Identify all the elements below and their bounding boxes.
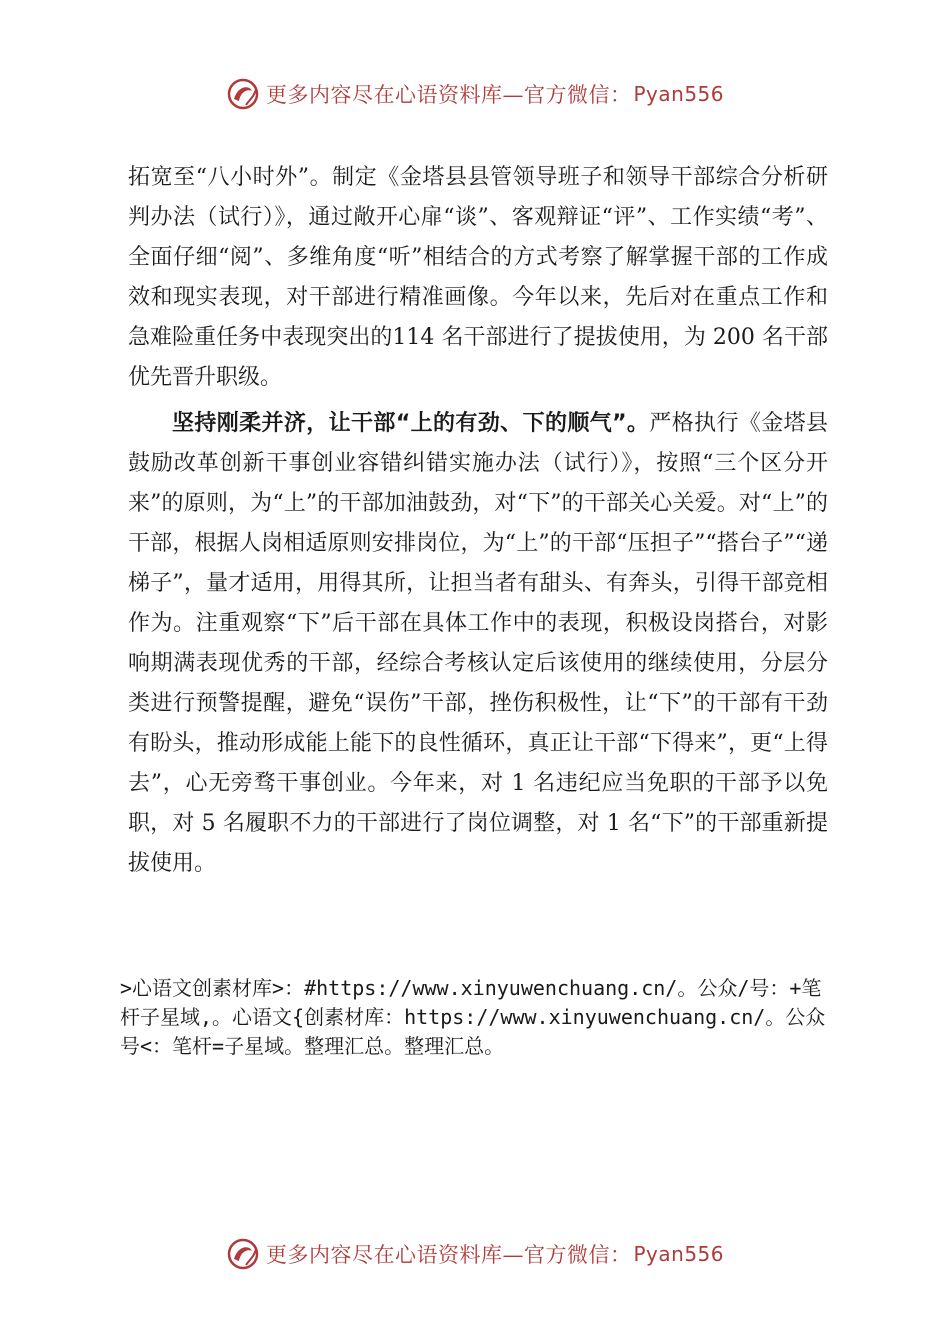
document-body [128, 158, 828, 884]
watermark-handle: Pyan556 [633, 1242, 724, 1266]
paragraph-2-body: 严格执行《金塔县鼓励改革创新干事创业容错纠错实施办法（试行）》，按照“三个区分开来”的原则，为“上”的干部加油鼓劲，对“下”的干部关心关爱。对“上”的干部，根据人岗相适原则安排岗位，为“上”的干部“压担子”“搭台子”“递梯子”，量才适用，用得其所，让担当者有甜头、有奔头，引得干部竞相作为。注重观察“下”后干部在具体工作中的表现，积极设岗搭台，对影响期满表现优秀的干部，经综合考核认定后该使用的继续使用，分层分类进行预警提醒，避免“误伤”干部，挫伤积极性，让“下”的干部有干劲有盼头，推动形成能上能下的良性循环，真正让干部“下得来”，更“上得去”，心无旁骛干事创业。今年来，对 1 名违纪应当免职的干部予以免职，对 5 名履职不力的干部进行了岗位调整，对 1 名“下”的干部重新提拔使用。 [128, 411, 828, 876]
header-watermark [0, 70, 950, 118]
paragraph-2 [128, 404, 828, 884]
footer-watermark [0, 1230, 950, 1278]
paragraph-2-lead: 坚持刚柔并济，让干部“上的有劲、下的顺气”。 [172, 411, 650, 436]
watermark-handle: Pyan556 [633, 82, 724, 106]
watermark-text: 更多内容尽在心语资料库—官方微信： [265, 83, 632, 107]
swirl-logo-icon [226, 77, 260, 111]
source-notice: >心语文创素材库>：#https://www.xinyuwenchuang.cn/。公众/号：+笔杆子星域,。心语文{创素材库：https://www.xinyuwenchuang.cn/。公众号<：笔杆=子星域。整理汇总。整理汇总。 [120, 976, 826, 1058]
paragraph-1: 拓宽至“八小时外”。制定《金塔县县管领导班子和领导干部综合分析研判办法（试行）》，通过敞开心扉“谈”、客观辩证“评”、工作实绩“考”、全面仔细“阅”、多维角度“听”相结合的方式考察了解掌握干部的工作成效和现实表现，对干部进行精准画像。今年以来，先后对在重点工作和急难险重任务中表现突出的114 名干部进行了提拔使用，为 200 名干部优先晋升职级。 [128, 165, 828, 390]
swirl-logo-icon [226, 1237, 260, 1271]
watermark-text: 更多内容尽在心语资料库—官方微信： [265, 1243, 632, 1267]
